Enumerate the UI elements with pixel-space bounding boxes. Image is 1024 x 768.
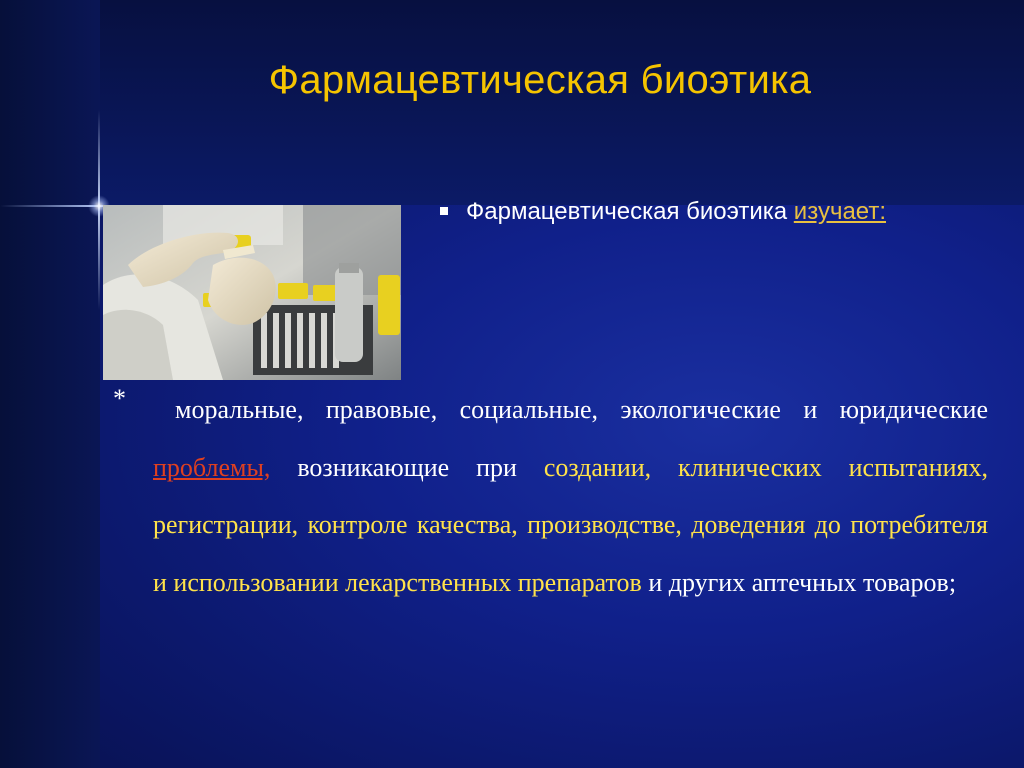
slide-title: Фармацевтическая биоэтика [268, 58, 812, 102]
body-paragraph [153, 381, 988, 611]
lab-photo [103, 205, 401, 380]
problems-link[interactable]: проблемы, [153, 452, 271, 482]
lab-gloves-test-tubes-photo-icon [103, 205, 401, 380]
paragraph-part3: и других аптечных товаров; [641, 567, 957, 597]
bullet-text-label: Фармацевтическая биоэтика [466, 198, 794, 225]
studies-link[interactable]: изучает: [793, 198, 886, 225]
paragraph-part2: возникающие при [270, 452, 544, 482]
paragraph-part1: моральные, правовые, социальные, экологические и юридические [175, 395, 988, 424]
square-bullet-icon [440, 207, 448, 215]
paragraph-highlight: создании, клинических испытаниях, регистрации, контроле качества, производстве, доведения до потребителя и использовании лекарственных препаратов [153, 452, 988, 597]
bullet-text [466, 198, 886, 226]
asterisk-marker: * [113, 384, 126, 413]
bullet-row [440, 198, 886, 226]
left-band [0, 0, 100, 768]
